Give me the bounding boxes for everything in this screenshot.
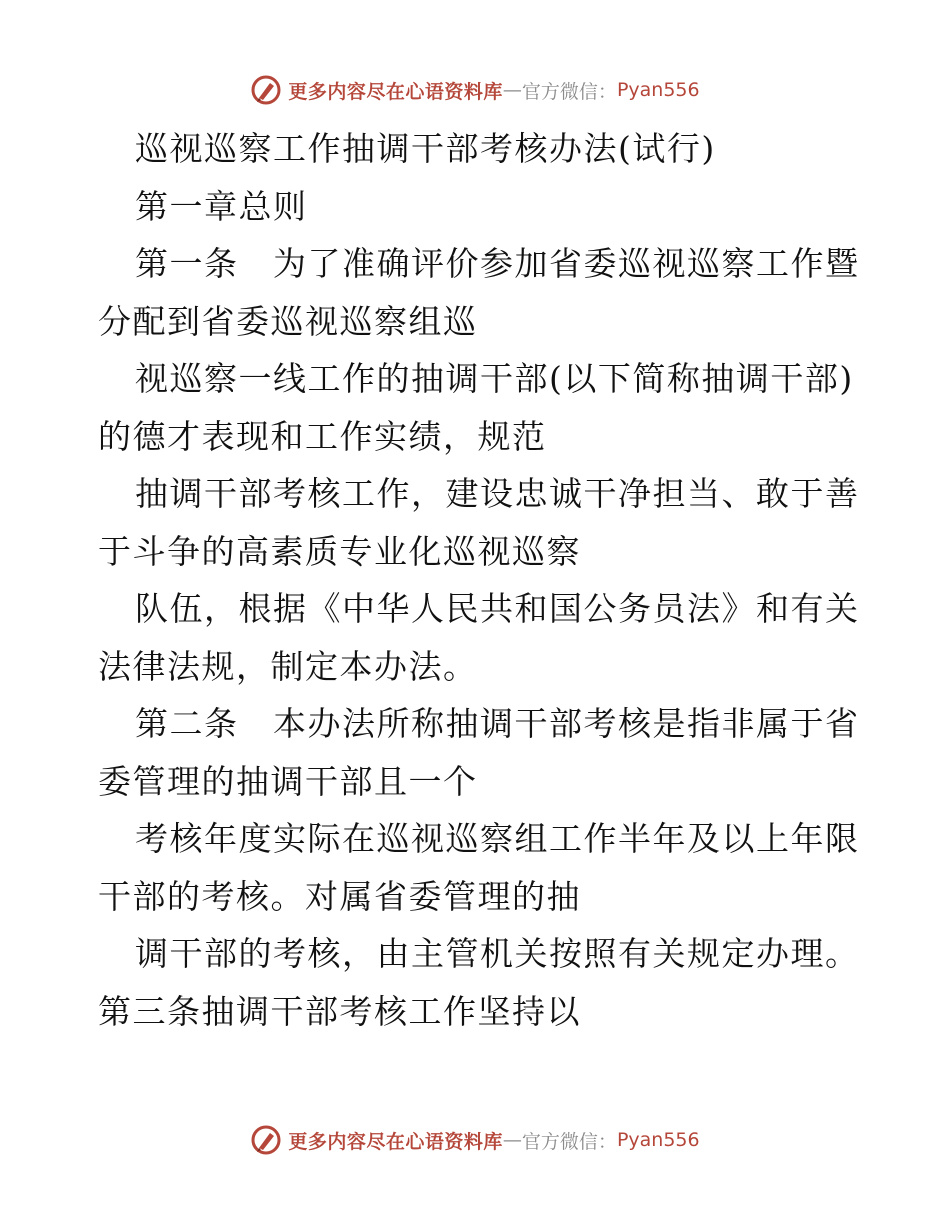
footer-wechat-id: Pyan556 [616, 1129, 700, 1151]
text-line: 法律法规，制定本办法。 [98, 646, 478, 686]
text-line: 于斗争的高素质专业化巡视巡察 [98, 531, 581, 571]
header-brand-text: 更多内容尽在心语资料库 [288, 80, 503, 103]
document-body [98, 120, 860, 1040]
text-line: 委管理的抽调干部且一个 [98, 761, 478, 801]
footer-brand-text: 更多内容尽在心语资料库 [288, 1130, 503, 1153]
header-watermark [0, 70, 950, 110]
text-line: 分配到省委巡视巡察组巡 [98, 301, 478, 341]
pen-logo-icon [250, 1124, 282, 1156]
text-line: 干部的考核。对属省委管理的抽 [98, 876, 581, 916]
text-line: 调干部的考核，由主管机关按照有关规定办理。 [135, 934, 860, 973]
header-separator: — [502, 79, 522, 101]
header-wechat-id: Pyan556 [616, 79, 700, 101]
header-wechat-label: 官方微信： [521, 80, 617, 103]
chapter-heading: 第一章总则 [135, 186, 308, 226]
footer-separator: — [502, 1129, 522, 1151]
text-line: 队伍，根据《中华人民共和国公务员法》和有关 [135, 589, 860, 628]
footer-watermark [0, 1120, 950, 1160]
text-line: 考核年度实际在巡视巡察组工作半年及以上年限 [135, 819, 860, 858]
text-line: 视巡察一线工作的抽调干部(以下简称抽调干部) [135, 359, 854, 398]
text-line: 的德才表现和工作实绩，规范 [98, 416, 547, 456]
pen-logo-icon [250, 74, 282, 106]
text-line: 抽调干部考核工作，建设忠诚干净担当、敢于善 [135, 474, 860, 513]
text-line: 第二条 本办法所称抽调干部考核是指非属于省 [135, 704, 860, 743]
footer-wechat-label: 官方微信： [521, 1130, 617, 1153]
text-line: 第三条抽调干部考核工作坚持以 [98, 991, 581, 1031]
document-title: 巡视巡察工作抽调干部考核办法(试行) [135, 129, 716, 168]
text-line: 第一条 为了准确评价参加省委巡视巡察工作暨 [135, 244, 860, 283]
